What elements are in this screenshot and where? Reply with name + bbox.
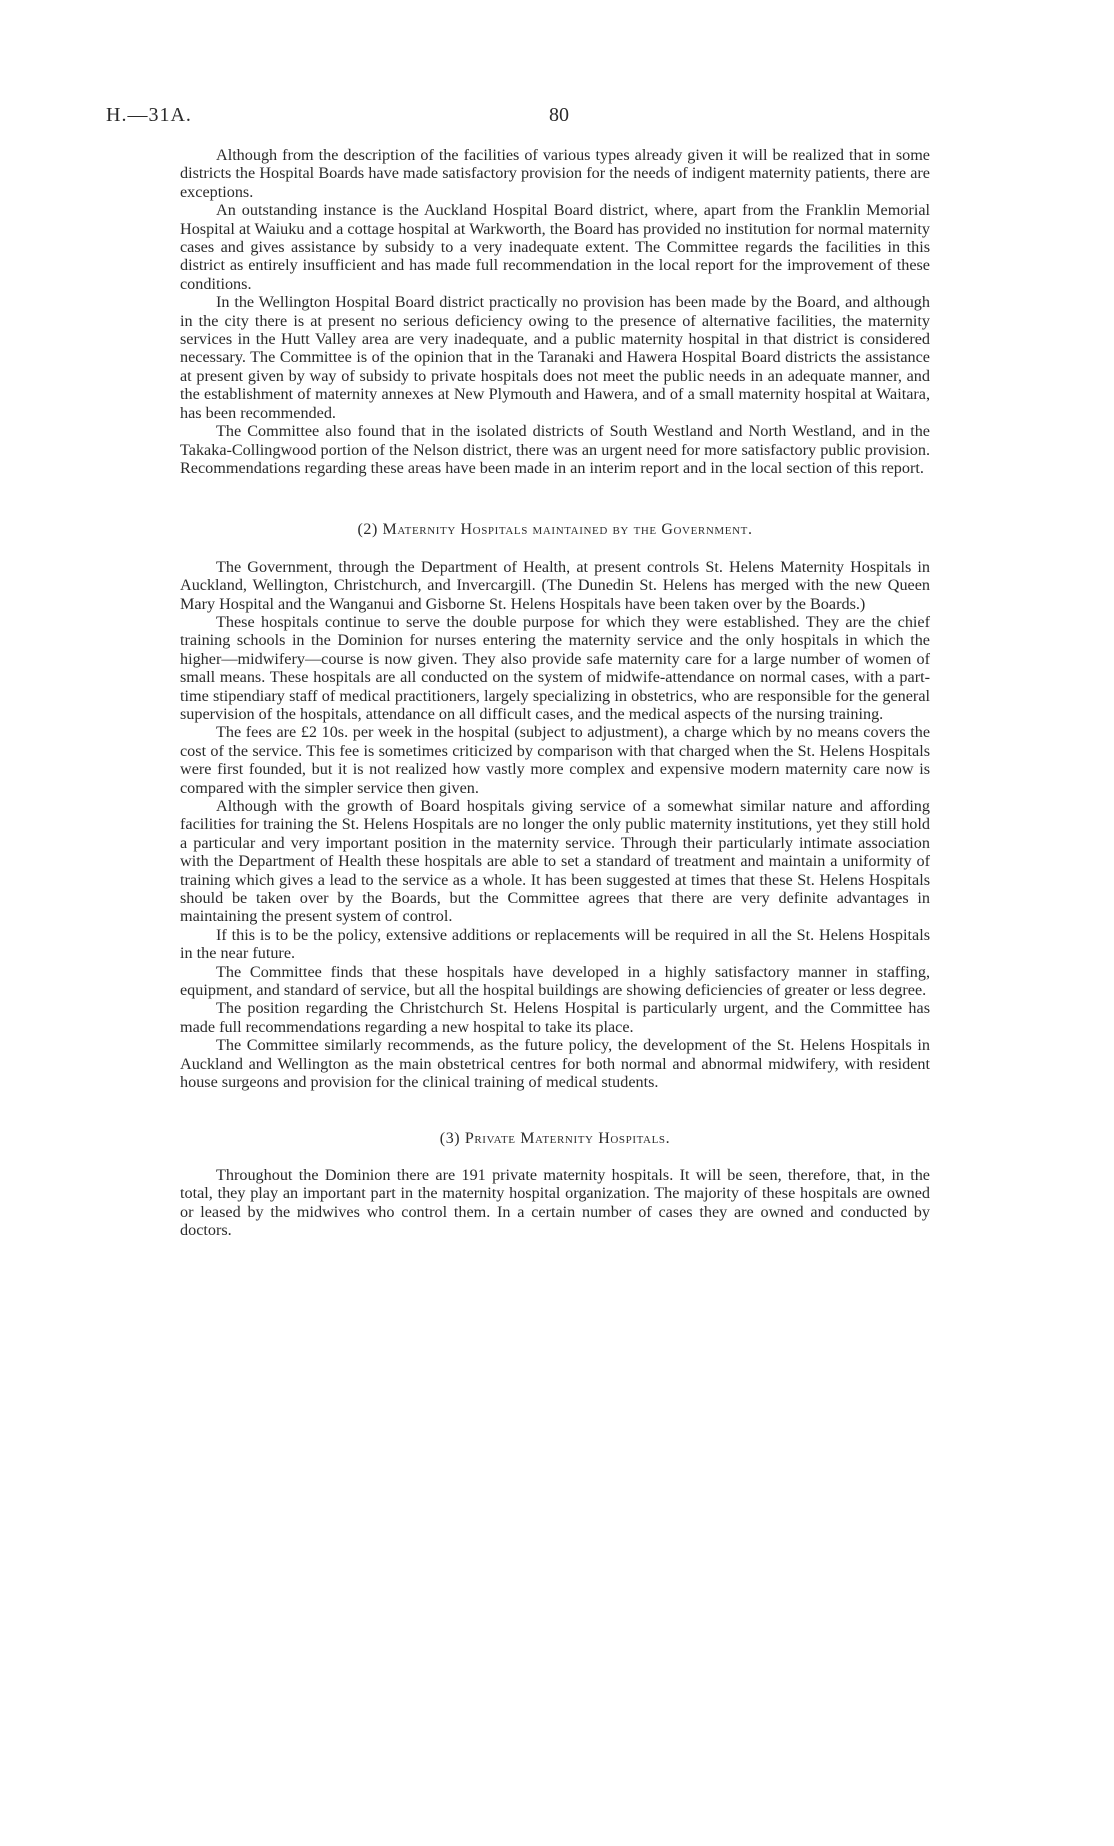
section-heading: (2) Maternity Hospitals maintained by the Government. <box>357 521 753 539</box>
section-board-provision <box>180 146 930 477</box>
paragraph: In the Wellington Hospital Board district practically no provision has been made by the Board, and although in the city there is at present no serious deficiency owing to the presence of alternative facilities, the maternity services in the Hutt Valley area are very inadequate, and a public maternity hospital in that district is considered necessary. The Committee is of the opinion that in the Taranaki and Hawera Hospital Board districts the assistance at present given by way of subsidy to private hospitals does not meet the public needs in an adequate manner, and the establishment of maternity annexes at New Plymouth and Hawera, and of a small maternity hospital at Waitara, has been recommended. <box>180 293 930 422</box>
paragraph: Although from the description of the facilities of various types already given it will be realized that in some districts the Hospital Boards have made satisfactory provision for the needs of indigent maternity patients, there are exceptions. <box>180 146 930 201</box>
section-private-hospitals <box>180 1130 930 1240</box>
paragraph: An outstanding instance is the Auckland Hospital Board district, where, apart from the Franklin Memorial Hospital at Waiuku and a cottage hospital at Warkworth, the Board has provided no institution for normal maternity cases and gives assistance by subsidy to a very inadequate extent. The Committee regards the facilities in this district as entirely insufficient and has made full recommendation in the local report for the improvement of these conditions. <box>180 201 930 293</box>
document-code: H.—31A. <box>106 104 192 126</box>
page-number: 80 <box>549 104 569 126</box>
paragraph: The position regarding the Christchurch St. Helens Hospital is particularly urgent, and the Committee has made full recommendations regarding a new hospital to take its place. <box>180 999 930 1036</box>
page-body <box>180 146 930 1240</box>
paragraph: If this is to be the policy, extensive additions or replacements will be required in all the St. Helens Hospitals in the near future. <box>180 925 930 963</box>
paragraph: The Committee similarly recommends, as the future policy, the development of the St. Helens Hospitals in Auckland and Wellington as the main obstetrical centres for both normal and abnormal midwifery, with resident house surgeons and provision for the clinical training of medical students. <box>180 1036 930 1092</box>
paragraph: These hospitals continue to serve the double purpose for which they were established. They are the chief training schools in the Dominion for nurses entering the maternity service and the only hospitals in which the higher—midwifery—course is now given. They also provide safe maternity care for a large number of women of small means. These hospitals are all conducted on the system of midwife-attendance on normal cases, with a part-time stipendiary staff of medical practitioners, largely specializing in obstetrics, who are responsible for the general supervision of the hospitals, attendance on all difficult cases, and the medical aspects of the nursing training. <box>180 612 930 723</box>
paragraph: Throughout the Dominion there are 191 private maternity hospitals. It will be seen, therefore, that, in the total, they play an important part in the maternity hospital organization. The majority of these hospitals are owned or leased by the midwives who control them. In a certain number of cases they are owned and conducted by doctors. <box>180 1165 930 1240</box>
section-heading: (3) Private Maternity Hospitals. <box>439 1129 671 1147</box>
paragraph: The Committee also found that in the isolated districts of South Westland and North Westland, and in the Takaka-Collingwood portion of the Nelson district, there was an urgent need for more satisfactory public provision. Recommendations regarding these areas have been made in an interim report and in the local section of this report. <box>180 422 930 477</box>
paragraph: The Government, through the Department of Health, at present controls St. Helens Maternity Hospitals in Auckland, Wellington, Christchurch, and Invercargill. (The Dunedin St. Helens has merged with the new Queen Mary Hospital and the Wanganui and Gisborne St. Helens Hospitals have been taken over by the Boards.) <box>180 557 930 613</box>
paragraph: The fees are £2 10s. per week in the hospital (subject to adjustment), a charge which by no means covers the cost of the service. This fee is sometimes criticized by comparison with that charged when the St. Helens Hospitals were first founded, but it is not realized how vastly more complex and expensive modern maternity care now is compared with the simpler service then given. <box>180 723 930 797</box>
section-government-hospitals <box>180 521 930 1091</box>
paragraph: Although with the growth of Board hospitals giving service of a somewhat similar nature and affording facilities for training the St. Helens Hospitals are no longer the only public maternity institutions, yet they still hold a particular and very important position in the maternity service. Through their particularly intimate association with the Department of Health these hospitals are able to set a standard of treatment and maintain a uniformity of training which gives a lead to the service as a whole. It has been suggested at times that these St. Helens Hospitals should be taken over by the Boards, but the Committee agrees that there are very definite advantages in maintaining the present system of control. <box>180 797 930 926</box>
page-header <box>106 104 936 132</box>
paragraph: The Committee finds that these hospitals have developed in a highly satisfactory manner in staffing, equipment, and standard of service, but all the hospital buildings are showing deficiencies of greater or less degree. <box>180 962 930 1000</box>
